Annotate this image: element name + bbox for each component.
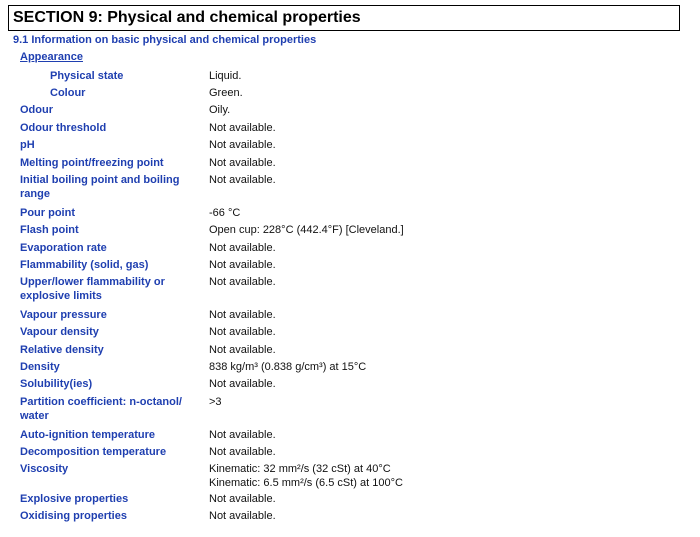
property-label: Flash point — [20, 224, 79, 236]
property-label: Decomposition temperature — [20, 446, 167, 458]
section-header — [8, 5, 680, 31]
property-label: Oxidising properties — [20, 510, 127, 522]
property-label: Melting point/freezing point — [20, 157, 164, 169]
property-value: Not available. — [209, 309, 276, 321]
appearance-heading: Appearance — [20, 51, 83, 63]
property-value: Not available. — [209, 122, 276, 134]
property-value: Not available. — [209, 344, 276, 356]
property-value: Not available. — [209, 493, 276, 505]
property-value: Not available. — [209, 429, 276, 441]
property-label: Colour — [50, 87, 86, 99]
property-value: -66 °C — [209, 207, 241, 219]
property-label: Solubility(ies) — [20, 378, 93, 390]
property-value: Not available. — [209, 326, 276, 338]
property-value: Not available. — [209, 174, 276, 186]
property-label: Odour — [20, 104, 53, 116]
property-value: Liquid. — [209, 70, 242, 82]
property-value: Oily. — [209, 104, 231, 116]
property-label: Pour point — [20, 207, 75, 219]
property-label: Vapour pressure — [20, 309, 107, 321]
property-value: Not available. — [209, 276, 276, 288]
subsection-title: 9.1 Information on basic physical and chemical properties — [13, 34, 317, 46]
property-value: Not available. — [209, 157, 276, 169]
property-value: Green. — [209, 87, 243, 99]
property-label: Upper/lower flammability or explosive limits — [20, 276, 165, 302]
property-value: Open cup: 228°C (442.4°F) [Cleveland.] — [209, 224, 404, 236]
property-label: Auto-ignition temperature — [20, 429, 156, 441]
property-label: pH — [20, 139, 35, 151]
property-label: Explosive properties — [20, 493, 129, 505]
property-label: Physical state — [50, 70, 124, 82]
property-value: Not available. — [209, 242, 276, 254]
property-label: Partition coefficient: n-octanol/ water — [20, 396, 182, 422]
property-label: Evaporation rate — [20, 242, 107, 254]
property-label: Density — [20, 361, 60, 373]
property-value: Not available. — [209, 378, 276, 390]
property-label: Vapour density — [20, 326, 99, 338]
property-label: Relative density — [20, 344, 104, 356]
property-value: >3 — [209, 396, 222, 408]
property-label: Initial boiling point and boiling range — [20, 174, 180, 200]
property-value: Not available. — [209, 259, 276, 271]
property-value: 838 kg/m³ (0.838 g/cm³) at 15°C — [209, 361, 367, 373]
property-value: Not available. — [209, 139, 276, 151]
property-value: Kinematic: 32 mm²/s (32 cSt) at 40°C Kinematic: 6.5 mm²/s (6.5 cSt) at 100°C — [209, 463, 403, 489]
property-label: Odour threshold — [20, 122, 107, 134]
property-value: Not available. — [209, 510, 276, 522]
property-label: Flammability (solid, gas) — [20, 259, 149, 271]
property-label: Viscosity — [20, 463, 69, 475]
property-value: Not available. — [209, 446, 276, 458]
section-title: SECTION 9: Physical and chemical properties — [13, 9, 361, 26]
